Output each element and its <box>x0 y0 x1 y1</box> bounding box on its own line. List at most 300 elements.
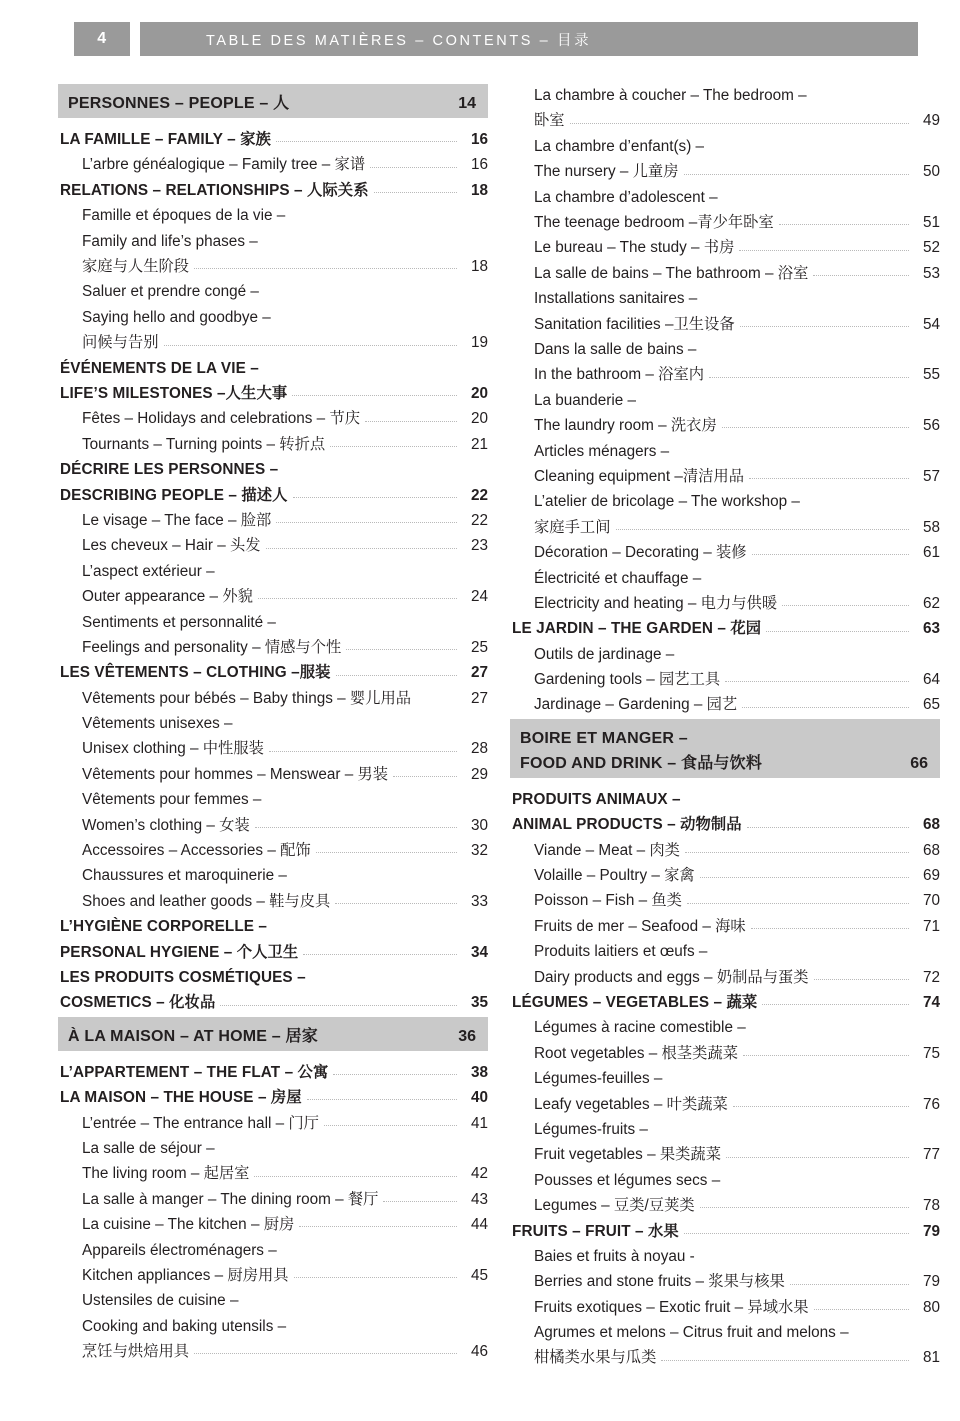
toc-page-number: 18 <box>470 181 488 199</box>
toc-entry-label: La chambre à coucher – The bedroom – <box>534 87 807 105</box>
dot-leader <box>290 210 457 219</box>
toc-sub-line[interactable] <box>58 935 488 960</box>
toc-entry-line[interactable] <box>58 1182 488 1207</box>
toc-entry-label: 烹饪与烘焙用具 <box>82 1343 190 1361</box>
toc-page-number: 16 <box>470 156 488 174</box>
toc-entry-line[interactable] <box>510 1036 940 1061</box>
toc-entry-label: Jardinage – Gardening – 园艺 <box>534 696 738 714</box>
dot-leader <box>812 89 909 98</box>
dot-leader <box>782 597 909 606</box>
toc-entry-line[interactable] <box>510 332 940 357</box>
toc-entry-line[interactable] <box>510 103 940 128</box>
toc-entry-label: L’atelier de bricolage – The workshop – <box>534 493 800 511</box>
dot-leader <box>220 1142 457 1151</box>
toc-entry-label: Berries and stone fruits – 浆果与核果 <box>534 1273 785 1291</box>
toc-entry-label: La buanderie – <box>534 391 637 409</box>
toc-entry-label: LES PRODUITS COSMÉTIQUES – <box>60 968 306 986</box>
toc-entry-line[interactable] <box>58 1207 488 1232</box>
toc-entry-line[interactable] <box>58 782 488 807</box>
toc-column-right <box>510 78 940 1366</box>
toc-entry-line[interactable] <box>510 180 940 205</box>
toc-entry-line[interactable] <box>510 1264 940 1289</box>
dot-leader <box>292 870 457 879</box>
dot-leader <box>243 1295 457 1304</box>
dot-leader <box>743 1047 909 1056</box>
dot-leader <box>365 413 457 422</box>
toc-page-number: 19 <box>470 334 488 352</box>
toc-entry-line[interactable] <box>58 1309 488 1334</box>
toc-section-banner-line <box>520 748 928 773</box>
toc-entry-line[interactable] <box>58 274 488 299</box>
toc-entry-label: DESCRIBING PEOPLE – 描述人 <box>60 486 288 504</box>
toc-sub-line[interactable] <box>58 655 488 680</box>
toc-entry-line[interactable] <box>510 357 940 382</box>
toc-sub-line[interactable] <box>58 173 488 198</box>
dot-leader <box>335 895 457 904</box>
toc-entry-label: Légumes-feuilles – <box>534 1070 663 1088</box>
toc-entry-label: Root vegetables – 根茎类蔬菜 <box>534 1044 739 1062</box>
toc-entry-label: 问候与告别 <box>82 334 159 352</box>
toc-entry-label: L’APPARTEMENT – THE FLAT – 公寓 <box>60 1063 329 1081</box>
toc-entry-line[interactable] <box>510 637 940 662</box>
dot-leader <box>307 1091 457 1100</box>
dot-leader <box>814 971 909 980</box>
dot-leader <box>674 445 909 454</box>
toc-entry-label: Fruits de mer – Seafood – 海味 <box>534 917 746 935</box>
dot-leader <box>779 216 909 225</box>
toc-entry-line[interactable] <box>510 1340 940 1365</box>
toc-entry-line[interactable] <box>510 78 940 103</box>
toc-entry-line[interactable] <box>510 1137 940 1162</box>
running-head-title: TABLE DES MATIÈRES – CONTENTS – 目录 <box>140 22 918 56</box>
toc-entry-line[interactable] <box>58 1258 488 1283</box>
dot-leader <box>723 191 909 200</box>
toc-page-number: 79 <box>922 1273 940 1291</box>
toc-page-number: 76 <box>922 1095 940 1113</box>
toc-page-number: 66 <box>910 754 928 772</box>
toc-entry-label: Accessoires – Accessories – 配饰 <box>82 842 311 860</box>
toc-section-label: FOOD AND DRINK – 食品与饮料 <box>520 754 763 772</box>
toc-entry-line[interactable] <box>58 858 488 883</box>
toc-page-number: 54 <box>922 315 940 333</box>
toc-entry-line[interactable] <box>58 833 488 858</box>
toc-entry-line[interactable] <box>510 484 940 509</box>
dot-leader <box>751 1022 909 1031</box>
toc-page-number: 51 <box>922 214 940 232</box>
dot-leader <box>749 470 909 479</box>
toc-entry-label: L’arbre généalogique – Family tree – 家谱 <box>82 156 366 174</box>
toc-entry-label: LE JARDIN – THE GARDEN – 花园 <box>512 620 762 638</box>
dot-leader <box>272 921 457 930</box>
dot-leader <box>293 489 457 498</box>
toc-entry-label: Légumes-fruits – <box>534 1120 648 1138</box>
toc-entry-line[interactable] <box>58 808 488 833</box>
toc-entry-label: LES VÊTEMENTS – CLOTHING –服装 <box>60 664 331 682</box>
dot-leader <box>653 1123 909 1132</box>
toc-page-number: 23 <box>470 537 488 555</box>
toc-page-number: 80 <box>922 1298 940 1316</box>
toc-entry-line[interactable] <box>58 1131 488 1156</box>
toc-page-number: 68 <box>922 816 940 834</box>
toc-entry-line[interactable] <box>58 401 488 426</box>
toc-entry-line[interactable] <box>510 1112 940 1137</box>
toc-entry-label: The teenage bedroom –青少年卧室 <box>534 214 774 232</box>
dot-leader <box>854 1326 909 1335</box>
toc-page-number: 30 <box>470 816 488 834</box>
dot-leader <box>709 369 909 378</box>
toc-entry-label: LIFE’S MILESTONES –人生大事 <box>60 385 288 402</box>
dot-leader <box>283 463 457 472</box>
toc-entry-label: Chaussures et maroquinerie – <box>82 867 287 885</box>
toc-entry-label: DÉCRIRE LES PERSONNES – <box>60 461 279 479</box>
dot-leader <box>292 387 457 396</box>
toc-page-number: 70 <box>922 892 940 910</box>
dot-leader <box>164 337 458 346</box>
toc-entry-label: Installations sanitaires – <box>534 290 698 308</box>
toc-entry-label: Agrumes et melons – Citrus fruit and melons – <box>534 1324 849 1342</box>
toc-page-number: 34 <box>470 943 488 961</box>
dot-leader <box>685 844 909 853</box>
dot-leader <box>255 819 457 828</box>
toc-entry-line[interactable] <box>58 503 488 528</box>
toc-page-number: 29 <box>470 765 488 783</box>
toc-entry-label: Electricity and heating – 电力与供暖 <box>534 594 778 612</box>
toc-page-number: 27 <box>470 689 488 707</box>
toc-entry-line[interactable] <box>510 1239 940 1264</box>
toc-section-banner-line <box>520 723 928 748</box>
dot-leader <box>281 616 457 625</box>
toc-entry-label: Légumes à racine comestible – <box>534 1019 746 1037</box>
dot-leader <box>616 521 910 530</box>
toc-entry-label: Les cheveux – Hair – 头发 <box>82 537 261 555</box>
toc-page-number: 36 <box>458 1027 476 1045</box>
toc-entry-label: Women’s clothing – 女装 <box>82 816 250 834</box>
toc-entry-line[interactable] <box>510 408 940 433</box>
toc-entry-line[interactable] <box>510 205 940 230</box>
toc-sub-line[interactable] <box>510 782 940 807</box>
toc-page-number: 40 <box>470 1089 488 1107</box>
toc-page-number: 61 <box>922 544 940 562</box>
toc-page-number: 81 <box>922 1349 940 1367</box>
toc-entry-line[interactable] <box>58 681 488 706</box>
toc-entry-line[interactable] <box>510 960 940 985</box>
toc-entry-label: 卧室 <box>534 112 565 130</box>
page-folio: 4 <box>74 22 130 56</box>
toc-sub-line[interactable] <box>510 1213 940 1238</box>
toc-sub-line[interactable] <box>58 376 488 401</box>
toc-entry-label: Articles ménagers – <box>534 442 670 460</box>
dot-leader <box>264 362 457 371</box>
toc-entry-label: Dans la salle de bains – <box>534 341 697 358</box>
toc-entry-line[interactable] <box>58 427 488 452</box>
toc-entry-line[interactable] <box>510 1086 940 1111</box>
toc-entry-label: Kitchen appliances – 厨房用具 <box>82 1266 289 1284</box>
toc-sub-line[interactable] <box>510 985 940 1010</box>
toc-entry-label: LA MAISON – THE HOUSE – 房屋 <box>60 1089 302 1107</box>
toc-sub-line[interactable] <box>58 477 488 502</box>
toc-entry-line[interactable] <box>510 1290 940 1315</box>
toc-columns <box>0 78 960 1366</box>
toc-entry-line[interactable] <box>510 535 940 560</box>
dot-leader <box>751 920 909 929</box>
dot-leader <box>805 496 909 505</box>
toc-entry-line[interactable] <box>510 1188 940 1213</box>
toc-page-number: 79 <box>922 1222 940 1240</box>
toc-entry-line[interactable] <box>510 433 940 458</box>
toc-entry-line[interactable] <box>58 300 488 325</box>
toc-section-banner-la-maison-at-home[interactable] <box>58 1017 488 1051</box>
toc-page-number: 52 <box>922 239 940 257</box>
toc-page-number: 35 <box>470 994 488 1012</box>
dot-leader <box>330 438 457 447</box>
toc-entry-label: Appareils électroménagers – <box>82 1241 277 1259</box>
toc-entry-line[interactable] <box>58 1156 488 1181</box>
dot-leader <box>722 419 909 428</box>
toc-page-number: 74 <box>922 993 940 1011</box>
toc-page-number: 78 <box>922 1197 940 1215</box>
toc-sub-line[interactable] <box>58 122 488 147</box>
toc-section-banner-personnes-people[interactable] <box>58 84 488 118</box>
toc-entry-line[interactable] <box>510 586 940 611</box>
toc-entry-line[interactable] <box>58 731 488 756</box>
toc-page-number: 38 <box>470 1063 488 1081</box>
toc-sub-line[interactable] <box>58 452 488 477</box>
toc-page-number: 77 <box>922 1146 940 1164</box>
toc-entry-line[interactable] <box>510 383 940 408</box>
toc-page-number: 22 <box>470 486 488 504</box>
toc-entry-line[interactable] <box>510 934 940 959</box>
toc-sub-line[interactable] <box>58 960 488 985</box>
toc-entry-label: PERSONAL HYGIENE – 个人卫生 <box>60 943 299 961</box>
toc-entry-label: Baies et fruits à noyau - <box>534 1247 695 1265</box>
toc-entry-line[interactable] <box>58 147 488 172</box>
toc-entry-line[interactable] <box>58 198 488 223</box>
toc-entry-line[interactable] <box>58 1334 488 1359</box>
toc-section-banner-line <box>68 1021 476 1046</box>
toc-entry-line[interactable] <box>58 579 488 604</box>
toc-section-banner-line <box>68 88 476 113</box>
toc-sub-line[interactable] <box>510 611 940 636</box>
toc-entry-label: Saying hello and goodbye – <box>82 308 271 326</box>
dot-leader <box>752 546 909 555</box>
toc-entry-line[interactable] <box>510 833 940 858</box>
toc-sub-line[interactable] <box>58 351 488 376</box>
toc-entry-label: COSMETICS – 化妆品 <box>60 994 216 1012</box>
toc-entry-label: L’aspect extérieur – <box>82 562 215 580</box>
dot-leader <box>739 242 909 251</box>
dot-leader <box>276 514 457 523</box>
toc-entry-line[interactable] <box>510 1163 940 1188</box>
toc-entry-label: The nursery – 儿童房 <box>534 163 679 181</box>
dot-leader <box>294 1269 457 1278</box>
toc-entry-label: Sanitation facilities –卫生设备 <box>534 315 735 333</box>
dot-leader <box>374 184 457 193</box>
dot-leader <box>346 641 457 650</box>
toc-entry-label: The living room – 起居室 <box>82 1165 250 1183</box>
toc-entry-label: Produits laitiers et œufs – <box>534 943 708 961</box>
toc-page-number: 65 <box>922 696 940 714</box>
dot-leader <box>762 996 909 1005</box>
toc-entry-label: 柑橘类水果与瓜类 <box>534 1349 657 1367</box>
dot-leader <box>733 1098 909 1107</box>
toc-section-label: À LA MAISON – AT HOME – 居家 <box>68 1027 318 1045</box>
toc-entry-line[interactable] <box>510 858 940 883</box>
toc-page-number: 20 <box>470 410 488 428</box>
toc-entry-label: Fêtes – Holidays and celebrations – 节庆 <box>82 410 361 428</box>
toc-entry-line[interactable] <box>58 630 488 655</box>
toc-entry-label: Tournants – Turning points – 转折点 <box>82 435 326 453</box>
toc-section-banner-boire-et-manger[interactable] <box>510 719 940 778</box>
dot-leader <box>687 895 909 904</box>
toc-entry-line[interactable] <box>510 1010 940 1035</box>
toc-entry-line[interactable] <box>510 1061 940 1086</box>
toc-page-number: 20 <box>470 385 488 402</box>
dot-leader <box>725 673 909 682</box>
toc-entry-label: Fruit vegetables – 果类蔬菜 <box>534 1146 722 1164</box>
toc-entry-line[interactable] <box>58 325 488 350</box>
dot-leader <box>393 768 457 777</box>
toc-entry-line[interactable] <box>510 129 940 154</box>
toc-section-label: BOIRE ET MANGER – <box>520 729 688 747</box>
toc-entry-label: LÉGUMES – VEGETABLES – 蔬菜 <box>512 993 758 1011</box>
toc-entry-label: Gardening tools – 园艺工具 <box>534 671 721 689</box>
toc-page-number: 45 <box>470 1266 488 1284</box>
dot-leader <box>686 793 909 802</box>
dot-leader <box>266 794 457 803</box>
toc-entry-label: Vêtements pour bébés – Baby things – 婴儿用品 <box>82 689 412 707</box>
toc-entry-label: Sentiments et personnalité – <box>82 613 276 631</box>
dot-leader <box>740 318 909 327</box>
dot-leader <box>263 235 457 244</box>
toc-page-number: 46 <box>470 1343 488 1361</box>
toc-sub-line[interactable] <box>58 909 488 934</box>
toc-entry-line[interactable] <box>510 281 940 306</box>
dot-leader <box>667 1072 909 1081</box>
toc-entry-line[interactable] <box>58 554 488 579</box>
dot-leader <box>813 267 909 276</box>
dot-leader <box>416 692 457 701</box>
toc-page-number: 44 <box>470 1216 488 1234</box>
toc-page-number: 69 <box>922 867 940 885</box>
toc-entry-label: La chambre d’enfant(s) – <box>534 137 705 155</box>
toc-entry-line[interactable] <box>510 230 940 255</box>
dot-leader <box>324 1117 457 1126</box>
dot-leader <box>194 1345 457 1354</box>
toc-entry-label: 家庭手工间 <box>534 518 611 536</box>
toc-entry-line[interactable] <box>510 1315 940 1340</box>
toc-entry-line[interactable] <box>58 249 488 274</box>
dot-leader <box>661 1352 909 1361</box>
toc-entry-line[interactable] <box>58 706 488 731</box>
toc-entry-label: Vêtements pour hommes – Menswear – 男装 <box>82 765 389 783</box>
dot-leader <box>709 140 909 149</box>
toc-entry-label: Vêtements pour femmes – <box>82 791 262 809</box>
toc-entry-line[interactable] <box>58 1105 488 1130</box>
toc-entry-label: L’entrée – The entrance hall – 门厅 <box>82 1114 319 1132</box>
dot-leader <box>701 343 909 352</box>
toc-entry-label: Le bureau – The study – 书房 <box>534 239 735 257</box>
toc-entry-label: Legumes – 豆类/豆荚类 <box>534 1197 695 1215</box>
toc-entry-label: Shoes and leather goods – 鞋与皮具 <box>82 892 331 910</box>
toc-entry-label: Vêtements unisexes – <box>82 715 233 733</box>
toc-entry-label: The laundry room – 洗衣房 <box>534 417 717 435</box>
toc-entry-line[interactable] <box>510 909 940 934</box>
dot-leader <box>814 1301 909 1310</box>
dot-leader <box>725 1174 909 1183</box>
toc-sub-line[interactable] <box>58 1080 488 1105</box>
toc-entry-label: Cleaning equipment –清洁用品 <box>534 467 745 485</box>
dot-leader <box>316 844 457 853</box>
toc-entry-line[interactable] <box>510 687 940 712</box>
toc-entry-label: Fruits exotiques – Exotic fruit – 异域水果 <box>534 1298 809 1316</box>
toc-page-number: 53 <box>922 264 940 282</box>
dot-leader <box>336 667 457 676</box>
dot-leader <box>742 699 909 708</box>
toc-entry-line[interactable] <box>58 1283 488 1308</box>
toc-entry-line[interactable] <box>510 154 940 179</box>
dot-leader <box>303 946 457 955</box>
toc-page-number: 49 <box>922 112 940 130</box>
dot-leader <box>684 1225 909 1234</box>
toc-entry-label: RELATIONS – RELATIONSHIPS – 人际关系 <box>60 181 369 199</box>
toc-entry-label: La cuisine – The kitchen – 厨房 <box>82 1216 295 1234</box>
toc-entry-line[interactable] <box>510 256 940 281</box>
toc-entry-label: Ustensiles de cuisine – <box>82 1292 239 1310</box>
toc-entry-line[interactable] <box>510 883 940 908</box>
dot-leader <box>679 648 909 657</box>
toc-page-number: 41 <box>470 1114 488 1132</box>
dot-leader <box>641 394 909 403</box>
toc-entry-line[interactable] <box>58 528 488 553</box>
dot-leader <box>299 1218 457 1227</box>
dot-leader <box>684 166 909 175</box>
toc-entry-line[interactable] <box>58 884 488 909</box>
toc-page-number: 27 <box>470 664 488 682</box>
dot-leader <box>311 971 457 980</box>
dot-leader <box>726 1149 909 1158</box>
toc-entry-label: Cooking and baking utensils – <box>82 1317 287 1335</box>
toc-entry-line[interactable] <box>510 510 940 535</box>
dot-leader <box>570 115 909 124</box>
toc-entry-label: Leafy vegetables – 叶类蔬菜 <box>534 1095 728 1113</box>
toc-entry-line[interactable] <box>58 1232 488 1257</box>
toc-sub-line[interactable] <box>58 985 488 1010</box>
toc-entry-line[interactable] <box>510 662 940 687</box>
toc-entry-label: Unisex clothing – 中性服装 <box>82 740 264 758</box>
toc-entry-line[interactable] <box>510 307 940 332</box>
dot-leader <box>238 717 457 726</box>
dot-leader <box>370 159 457 168</box>
toc-entry-line[interactable] <box>510 459 940 484</box>
toc-entry-line[interactable] <box>58 224 488 249</box>
toc-entry-line[interactable] <box>510 560 940 585</box>
toc-entry-label: Saluer et prendre congé – <box>82 283 259 301</box>
running-head <box>0 22 960 56</box>
dot-leader <box>194 260 457 269</box>
dot-leader <box>790 1276 909 1285</box>
toc-sub-line[interactable] <box>58 1055 488 1080</box>
toc-entry-line[interactable] <box>58 757 488 782</box>
toc-entry-line[interactable] <box>58 604 488 629</box>
toc-page-number: 25 <box>470 638 488 656</box>
dot-leader <box>269 743 457 752</box>
dot-leader <box>700 1250 909 1259</box>
dot-leader <box>266 540 457 549</box>
toc-entry-label: Le visage – The face – 脸部 <box>82 511 272 529</box>
toc-page-number: 33 <box>470 892 488 910</box>
dot-leader <box>282 1244 457 1253</box>
toc-sub-line[interactable] <box>510 807 940 832</box>
